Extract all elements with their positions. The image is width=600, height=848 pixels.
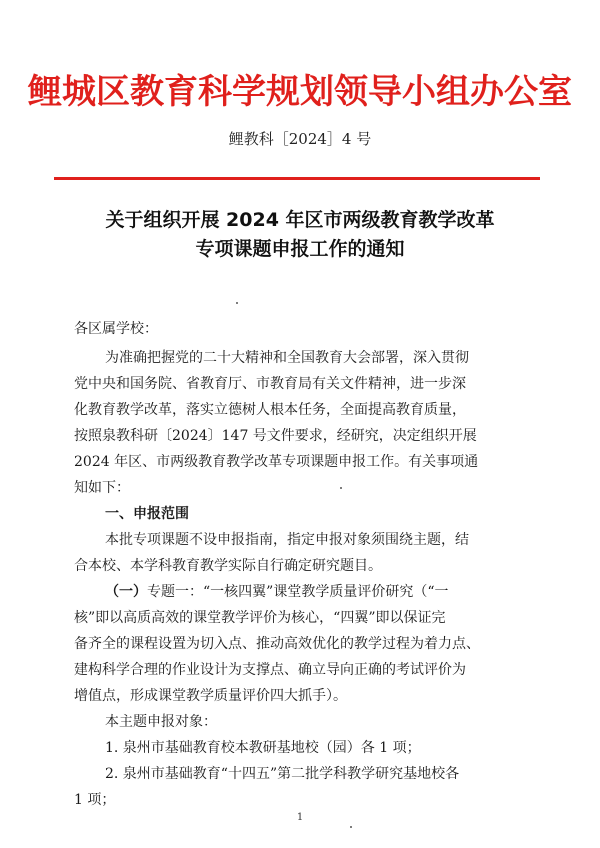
paragraph-line: 为准确把握党的二十大精神和全国教育大会部署，深入贯彻 bbox=[105, 350, 469, 366]
paragraph-line: 知如下： bbox=[74, 480, 130, 496]
salutation: 各区属学校： bbox=[74, 321, 158, 337]
paragraph-line: 合本校、本学科教育教学实际自行确定研究题目。 bbox=[74, 558, 382, 574]
list-item: 2. 泉州市基础教育“十四五”第二批学科教学研究基地校各 bbox=[105, 766, 460, 782]
topic-text: 专题一：“一核四翼”课堂教学质量评价研究（“一 bbox=[147, 584, 449, 600]
topic-line bbox=[105, 581, 535, 601]
paragraph-line: 建构科学合理的作业设计为支撑点、确立导向正确的考试评价为 bbox=[74, 662, 466, 678]
scan-speck bbox=[350, 826, 352, 828]
paragraph-line: 增值点，形成课堂教学质量评价四大抓手）。 bbox=[74, 688, 347, 704]
applicants-heading: 本主题申报对象： bbox=[105, 714, 217, 730]
issuer-header: 鲤城区教育科学规划领导小组办公室 bbox=[28, 72, 572, 112]
paragraph-line: 按照泉教科研〔2024〕147 号文件要求，经研究，决定组织开展 bbox=[74, 428, 477, 444]
paragraph-line: 2024 年区、市两级教育教学改革专项课题申报工作。有关事项通 bbox=[74, 454, 479, 470]
scan-speck bbox=[236, 302, 238, 304]
section-heading: 一、申报范围 bbox=[105, 506, 189, 522]
list-item-continuation: 1 项； bbox=[74, 792, 116, 808]
paragraph-line: 化教育教学改革，落实立德树人根本任务，全面提高教育质量， bbox=[74, 402, 466, 418]
page-number: 1 bbox=[296, 812, 304, 823]
document-number: 鲤教科［2024］4 号 bbox=[228, 130, 372, 148]
paragraph-line: 本批专项课题不设申报指南，指定申报对象须围绕主题，结 bbox=[105, 532, 469, 548]
topic-label: （一） bbox=[105, 584, 147, 600]
document-title-line-1: 关于组织开展 2024 年区市两级教育教学改革 bbox=[105, 209, 495, 231]
list-item: 1. 泉州市基础教育校本教研基地校（园）各 1 项； bbox=[105, 740, 421, 756]
document-title-line-2: 专项课题申报工作的通知 bbox=[195, 238, 405, 260]
scan-speck bbox=[340, 487, 342, 489]
paragraph-line: 党中央和国务院、省教育厅、市教育局有关文件精神，进一步深 bbox=[74, 376, 466, 392]
paragraph-line: 核”即以高质高效的课堂教学评价为核心，“四翼”即以保证完 bbox=[74, 610, 446, 626]
paragraph-line: 备齐全的课程设置为切入点、推动高效优化的教学过程为着力点、 bbox=[74, 636, 480, 652]
red-divider-line bbox=[54, 177, 540, 180]
